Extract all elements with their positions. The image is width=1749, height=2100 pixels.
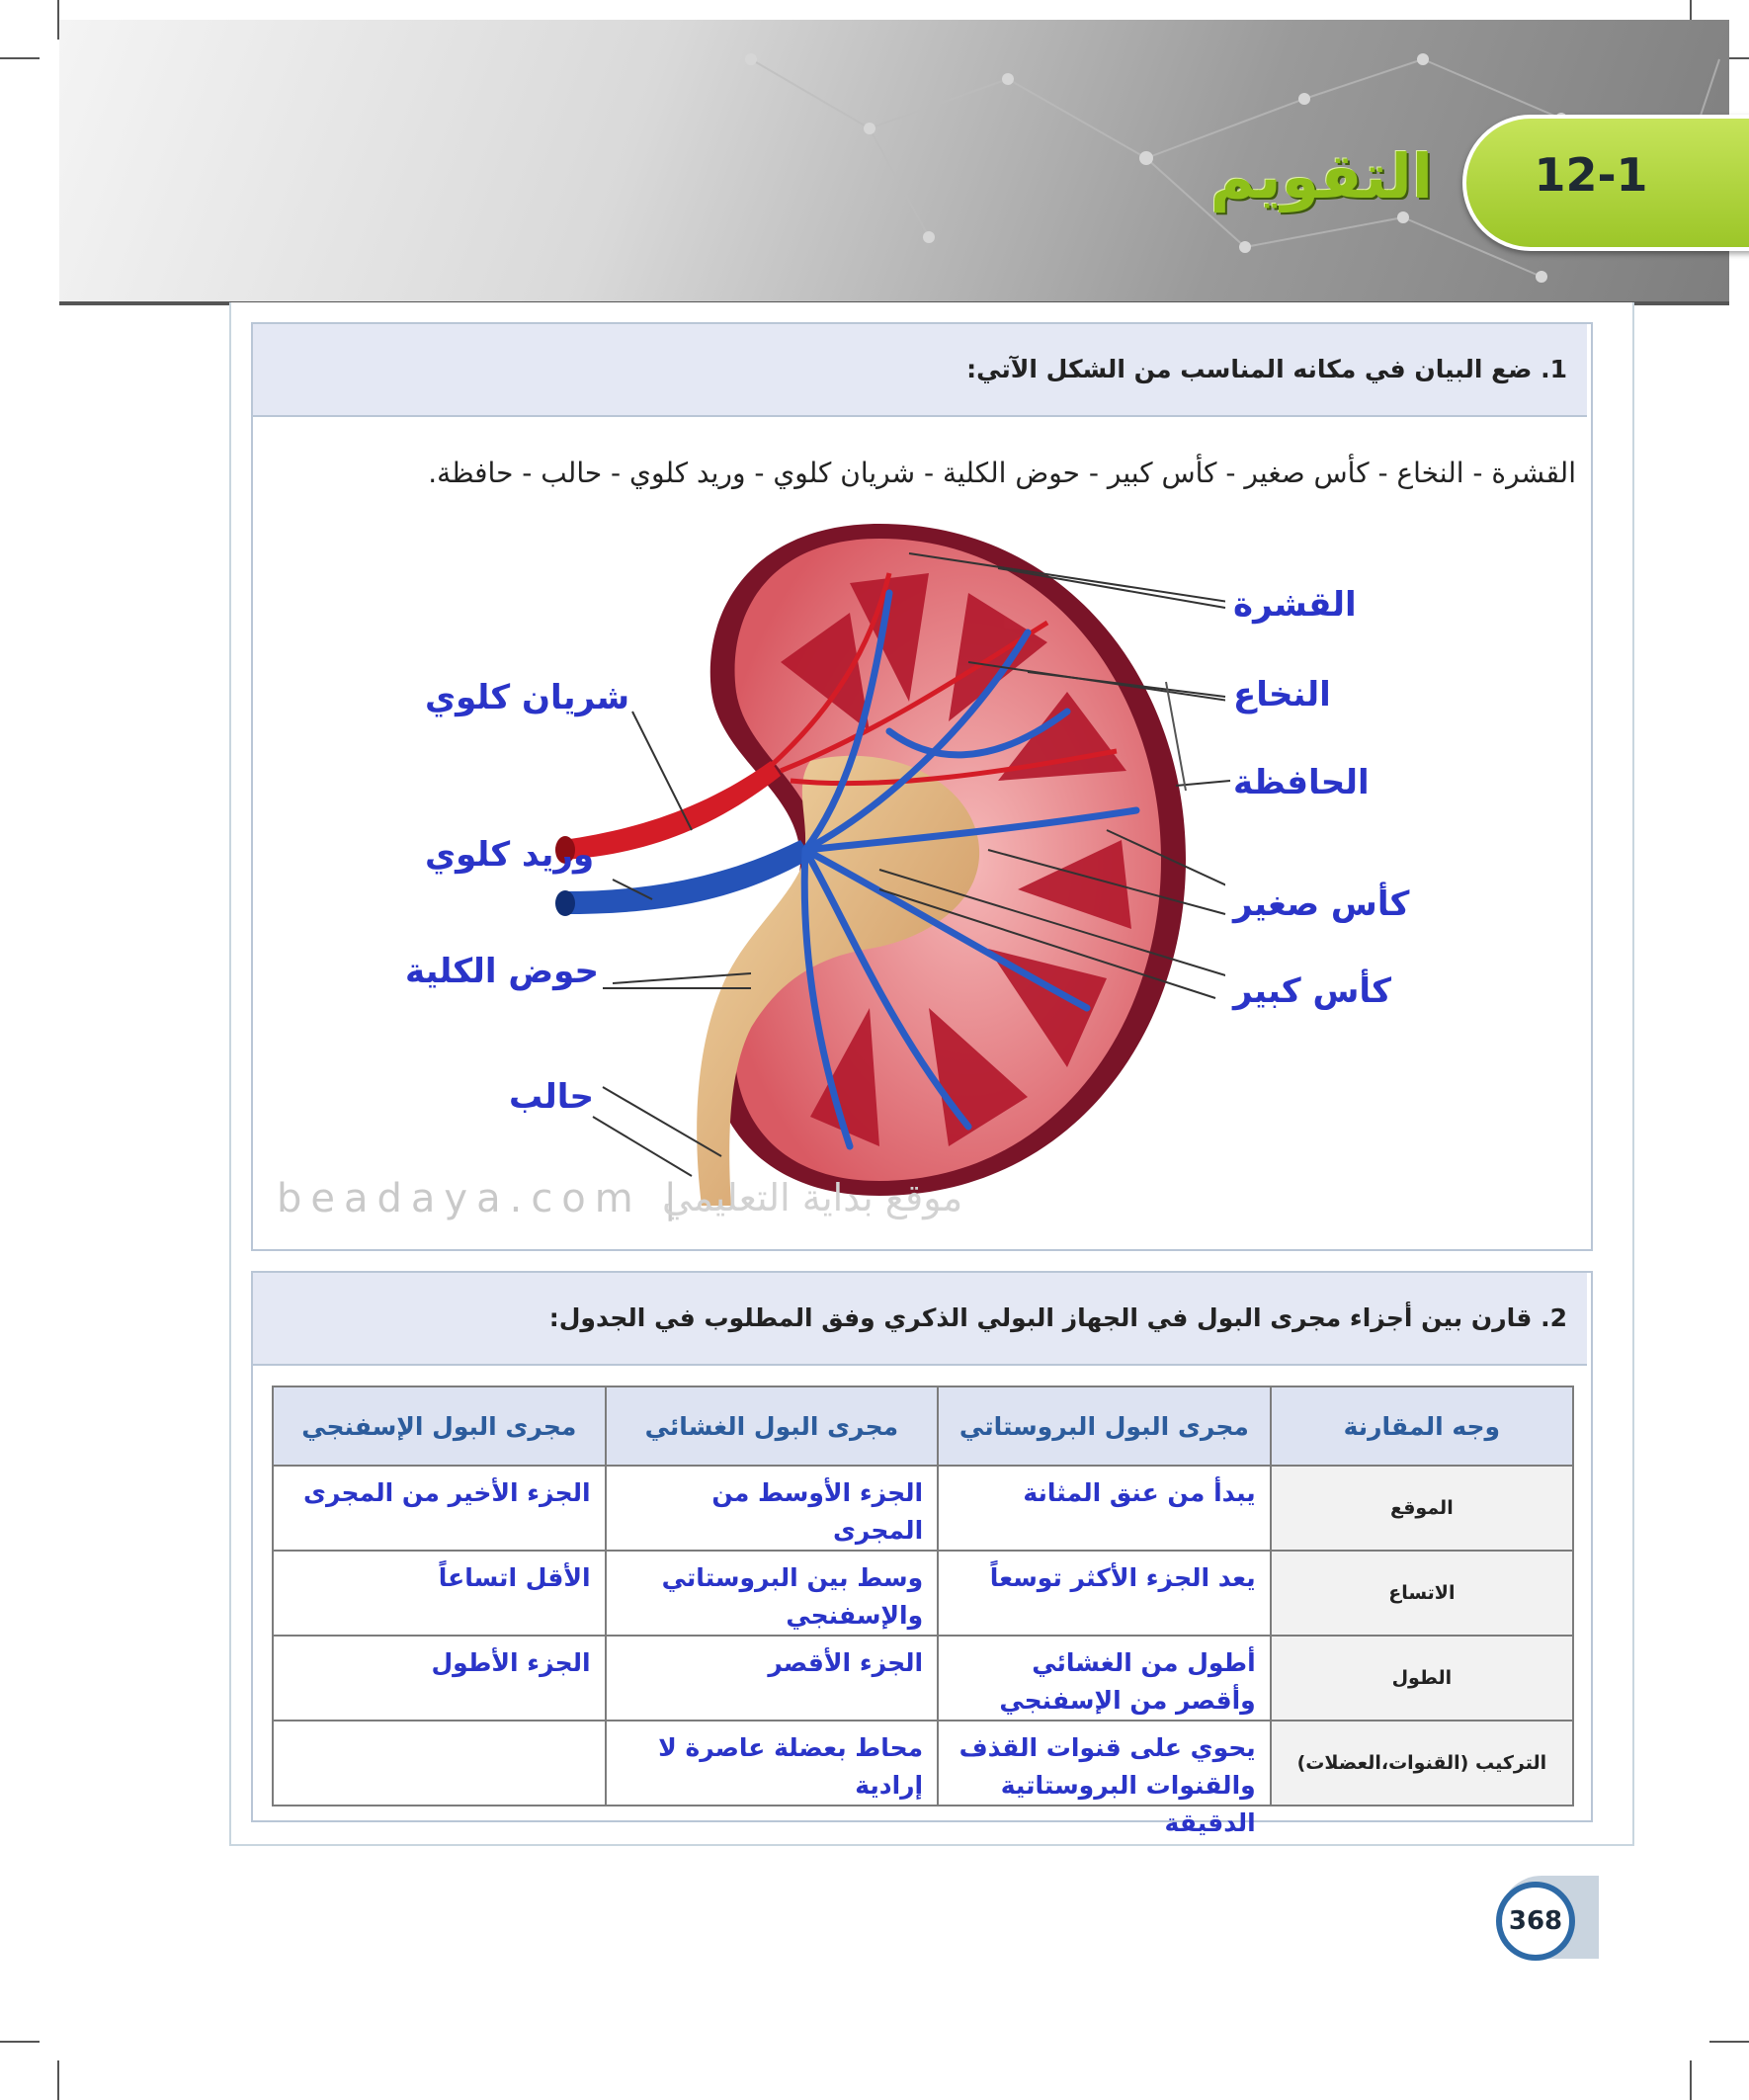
label-minor-calyx: كأس صغير: [1233, 884, 1410, 924]
answer-cell: الأقل اتساعاً: [273, 1551, 606, 1636]
question-2-prompt: 2. قارن بين أجزاء مجرى البول في الجهاز البولي الذكري وفق المطلوب في الجدول:: [548, 1303, 1567, 1332]
label-renal-pelvis: حوض الكلية: [405, 952, 599, 991]
answer-cell: وسط بين البروستاتي والإسفنجي: [606, 1551, 939, 1636]
answer-cell: الجزء الأقصر: [606, 1636, 939, 1721]
table-header: مجرى البول البروستاتي: [938, 1386, 1271, 1466]
answer-text: يحوي على قنوات القذف والقنوات البروستاتية الدقيقة: [958, 1733, 1256, 1837]
question-2-header: [253, 1273, 1587, 1366]
answer-text: محاط بعضلة عاصرة لا إرادية: [658, 1733, 924, 1800]
table-header: مجرى البول الغشائي: [606, 1386, 939, 1466]
page-number: 368: [1496, 1882, 1575, 1961]
watermark-site: beadaya.com |: [277, 1176, 686, 1221]
page-title: التقويم: [1209, 140, 1433, 212]
label-capsule: الحافظة: [1233, 763, 1370, 802]
row-key: التركيب (القنوات،العضلات): [1271, 1721, 1573, 1806]
word-bank: القشرة - النخاع - كأس صغير - كأس كبير - حوض الكلية - شريان كلوي - وريد كلوي - حالب - حافظة.: [428, 457, 1576, 489]
row-key: الطول: [1271, 1636, 1573, 1721]
label-ureter: حالب: [509, 1077, 595, 1117]
label-cortex: القشرة: [1233, 585, 1357, 625]
table-row: [273, 1551, 1573, 1636]
row-key: الاتساع: [1271, 1551, 1573, 1636]
answer-cell: أطول من الغشائي وأقصر من الإسفنجي: [938, 1636, 1271, 1721]
table-header-row: [273, 1386, 1573, 1466]
crop-mark: [1709, 2041, 1749, 2043]
label-major-calyx: كأس كبير: [1233, 971, 1391, 1011]
answer-cell: [938, 1721, 1271, 1837]
section-number: 12-1: [1534, 148, 1648, 202]
answer-cell: الجزء الأخير من المجرى: [273, 1466, 606, 1551]
label-medulla: النخاع: [1233, 675, 1331, 714]
urethra-comparison-table: [272, 1386, 1574, 1837]
row-key: الموقع: [1271, 1466, 1573, 1551]
crop-mark: [0, 2041, 40, 2043]
table-header: وجه المقارنة: [1271, 1386, 1573, 1466]
question-1-prompt: 1. ضع البيان في مكانه المناسب من الشكل الآتي:: [966, 355, 1567, 383]
table-header: مجرى البول الإسفنجي: [273, 1386, 606, 1466]
answer-cell: [273, 1721, 606, 1806]
table-row: [273, 1721, 1573, 1806]
label-renal-artery: شريان كلوي: [425, 678, 630, 717]
answer-cell: الجزء الأطول: [273, 1636, 606, 1721]
answer-cell: يبدأ من عنق المثانة: [938, 1466, 1271, 1551]
table-row: [273, 1636, 1573, 1721]
label-renal-vein: وريد كلوي: [425, 835, 595, 875]
answer-cell: [606, 1721, 939, 1806]
answer-cell: الجزء الأوسط من المجرى: [606, 1466, 939, 1551]
crop-mark: [57, 2060, 59, 2100]
crop-mark: [1690, 2060, 1692, 2100]
watermark-arabic: موقع بداية التعليمي: [662, 1176, 963, 1219]
answer-cell: يعد الجزء الأكثر توسعاً: [938, 1551, 1271, 1636]
table-row: [273, 1466, 1573, 1551]
